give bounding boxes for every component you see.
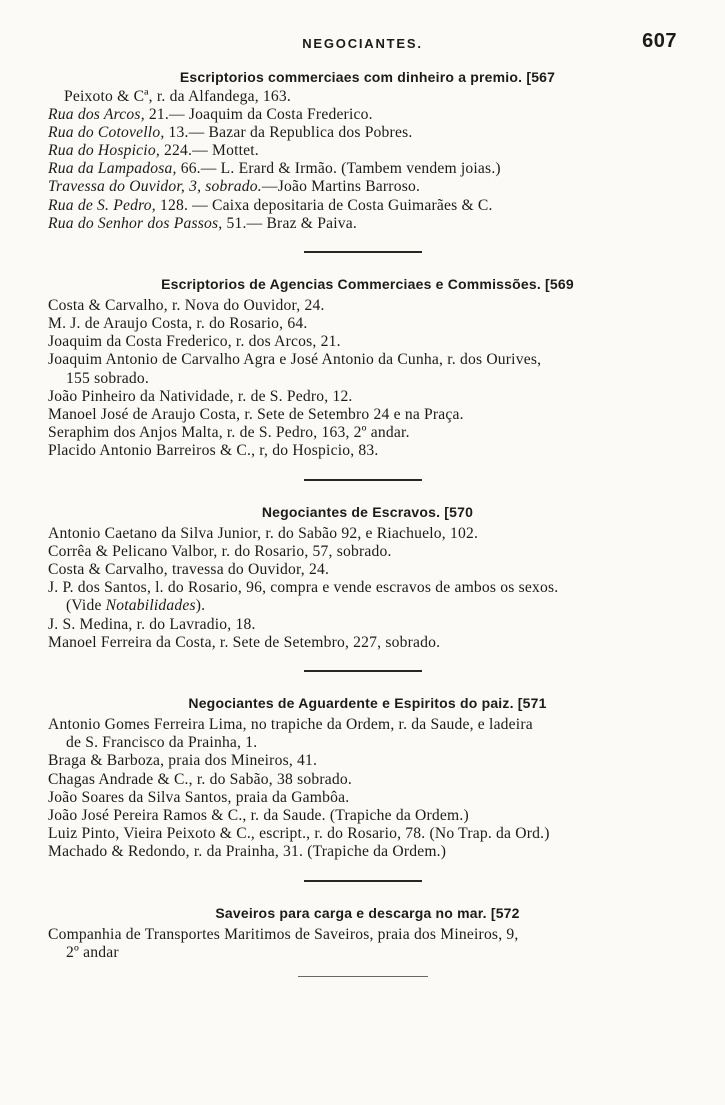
section-agencias-commerciaes: [0, 273, 725, 481]
list-item: Rua do Hospicio, 224.— Mottet.: [48, 142, 259, 160]
section-heading: Saveiros para carga e descarga no mar. [572: [215, 904, 520, 921]
running-title: NEGOCIANTES.: [302, 36, 423, 51]
entry-list: [0, 926, 725, 962]
list-item: Joaquim da Costa Frederico, r. dos Arcos, 21.: [48, 333, 341, 351]
list-item: Placido Antonio Barreiros & C., r, do Hospicio, 83.: [48, 442, 379, 460]
entry-list: [0, 297, 725, 461]
section-divider: [304, 880, 422, 882]
section-divider: [304, 479, 422, 481]
list-item: Companhia de Transportes Maritimos de Saveiros, praia dos Mineiros, 9, 2º andar: [48, 925, 519, 961]
list-item: J. P. dos Santos, l. do Rosario, 96, compra e vende escravos de ambos os sexos. (Vide Notabilidades).: [48, 579, 559, 615]
list-item: Peixoto & Cª, r. da Alfandega, 163.: [64, 88, 291, 105]
section-divider: [298, 976, 428, 977]
list-item: Rua dos Arcos, 21.— Joaquim da Costa Frederico.: [48, 106, 373, 124]
list-item: Rua de S. Pedro, 128. — Caixa depositaria de Costa Guimarães & C.: [48, 196, 493, 214]
list-item: M. J. de Araujo Costa, r. do Rosario, 64.: [48, 314, 308, 332]
list-item: Antonio Caetano da Silva Junior, r. do Sabão 92, e Riachuelo, 102.: [48, 524, 479, 542]
section-divider: [304, 251, 422, 253]
list-item: Travessa do Ouvidor, 3, sobrado.—João Martins Barroso.: [48, 178, 421, 196]
section-heading: Escriptorios commerciaes com dinheiro a premio. [567: [179, 69, 556, 85]
section-heading: Negociantes de Escravos. [570: [261, 503, 474, 520]
list-item: Costa & Carvalho, r. Nova do Ouvidor, 24.: [48, 296, 325, 314]
list-item: Seraphim dos Anjos Malta, r. de S. Pedro, 163, 2º andar.: [48, 424, 410, 442]
running-header: [0, 30, 725, 60]
list-item: Manoel Ferreira da Costa, r. Sete de Setembro, 227, sobrado.: [48, 633, 441, 651]
list-item: Rua do Senhor dos Passos, 51.— Braz & Paiva.: [48, 214, 357, 232]
list-item: Braga & Barboza, praia dos Mineiros, 41.: [48, 752, 318, 770]
list-item: João José Pereira Ramos & C., r. da Saude. (Trapiche da Ordem.): [48, 807, 469, 825]
list-item: Costa & Carvalho, travessa do Ouvidor, 24.: [48, 560, 330, 578]
list-item: João Pinheiro da Natividade, r. de S. Pedro, 12.: [48, 387, 353, 405]
page-number: 607: [642, 30, 677, 52]
list-item: J. S. Medina, r. do Lavradio, 18.: [48, 615, 256, 633]
entry-list: [0, 716, 725, 862]
list-item: Manoel José de Araujo Costa, r. Sete de Setembro 24 e na Praça.: [48, 405, 464, 423]
list-item: Rua da Lampadosa, 66.— L. Erard & Irmão. (Tambem vendem joias.): [48, 160, 501, 178]
section-aguardente-espiritos: [0, 692, 725, 882]
list-item: Luiz Pinto, Vieira Peixoto & C., escript., r. do Rosario, 78. (No Trap. da Ord.): [48, 825, 550, 843]
list-item: Rua do Cotovello, 13.— Bazar da Republica dos Pobres.: [48, 124, 413, 142]
page-content: [0, 66, 725, 997]
section-divider: [304, 670, 422, 672]
section-negociantes-escravos: [0, 501, 725, 672]
list-item: Machado & Redondo, r. da Prainha, 31. (Trapiche da Ordem.): [48, 843, 447, 861]
list-item: Corrêa & Pelicano Valbor, r. do Rosario, 57, sobrado.: [48, 542, 392, 560]
section-heading: Negociantes de Aguardente e Espiritos do paiz. [571: [188, 695, 547, 711]
list-item: João Soares da Silva Santos, praia da Gambôa.: [48, 788, 350, 806]
section-heading: Escriptorios de Agencias Commerciaes e Commissões. [569: [161, 275, 574, 292]
entry-list: [0, 525, 725, 652]
section-escriptorios-commerciaes: [0, 66, 725, 253]
entry-list: [0, 88, 725, 233]
section-saveiros: [0, 902, 725, 977]
list-item: Antonio Gomes Ferreira Lima, no trapiche da Ordem, r. da Saude, e ladeira de S. Francisco da Prainha, 1.: [48, 716, 533, 752]
list-item: Joaquim Antonio de Carvalho Agra e José Antonio da Cunha, r. dos Ourives, 155 sobrado.: [48, 351, 542, 387]
list-item: Chagas Andrade & C., r. do Sabão, 38 sobrado.: [48, 770, 352, 788]
